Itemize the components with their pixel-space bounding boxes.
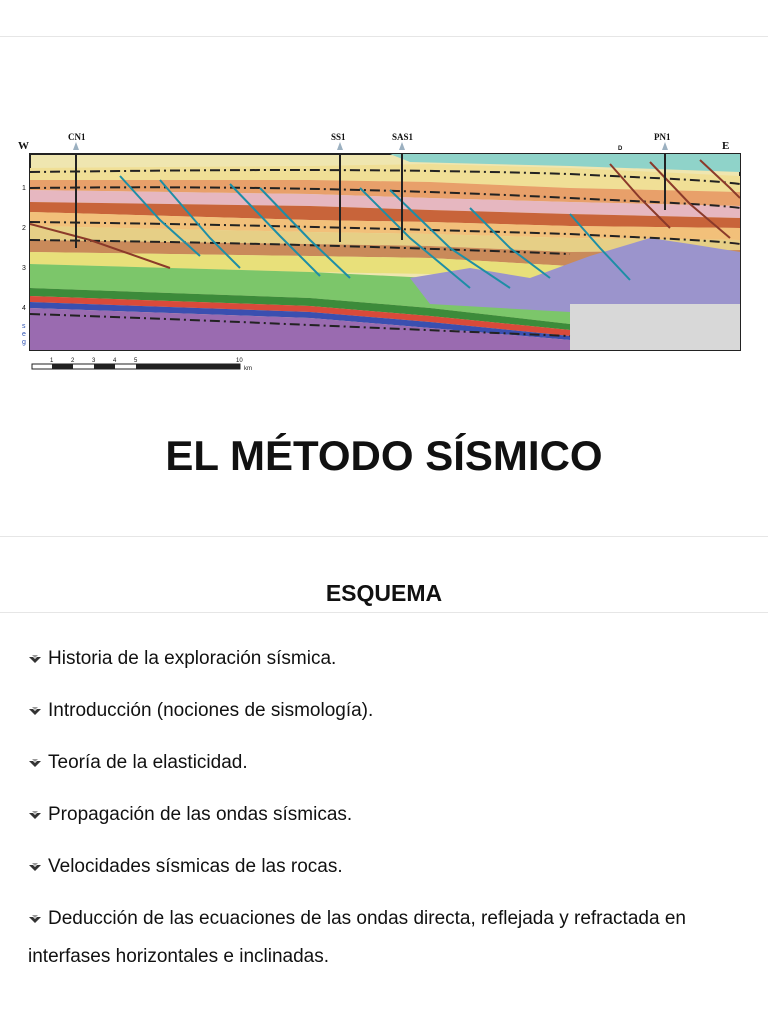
scale-tick: 3 [92, 358, 96, 364]
list-item-text: Introducción (nociones de sismología). [48, 700, 374, 721]
arrow-bullet-icon [28, 810, 48, 820]
list-item [28, 640, 740, 678]
list-item [28, 900, 740, 976]
scale-bar [32, 358, 252, 372]
scale-unit: km [244, 366, 252, 372]
list-item-text: Historia de la exploración sísmica. [48, 648, 337, 669]
list-item-text: Velocidades sísmicas de las rocas. [48, 856, 343, 877]
list-item-text: Propagación de las ondas sísmicas. [48, 804, 353, 825]
well-label-cn1: CN1 [68, 132, 86, 142]
arrow-bullet-icon [28, 758, 48, 768]
scale-tick: 1 [50, 358, 54, 364]
list-item [28, 692, 740, 730]
seismic-cross-section-figure [10, 128, 758, 374]
depth-tick: 4 [22, 305, 26, 312]
side-letter: e [22, 331, 26, 338]
arrow-bullet-icon [28, 706, 48, 716]
side-letter: g [22, 339, 26, 346]
list-item-text: Deducción de las ecuaciones de las ondas directa, reflejada y refractada en interfases horizontales e inclinadas. [28, 908, 686, 967]
east-label: E [722, 140, 730, 152]
scale-tick: 2 [71, 358, 75, 364]
horizon-label-d: D [618, 146, 623, 152]
depth-tick: 1 [22, 185, 26, 192]
heading-divider [0, 612, 768, 613]
outline-list [28, 640, 740, 990]
arrow-bullet-icon [28, 654, 48, 664]
arrow-bullet-icon [28, 914, 48, 924]
schema-heading: ESQUEMA [325, 580, 443, 606]
depth-tick: 2 [22, 225, 26, 232]
well-label-ss1: SS1 [331, 132, 346, 142]
arrow-bullet-icon [28, 862, 48, 872]
side-letter: s [22, 323, 26, 330]
list-item [28, 796, 740, 834]
list-item [28, 848, 740, 886]
list-item-text: Teoría de la elasticidad. [48, 752, 248, 773]
scale-tick: 10 [236, 358, 243, 364]
well-label-sas1: SAS1 [392, 132, 414, 142]
depth-tick: 3 [22, 265, 26, 272]
section-divider [0, 536, 768, 537]
top-divider [0, 36, 768, 37]
page-title: EL MÉTODO SÍSMICO [165, 432, 603, 479]
west-label: W [18, 140, 29, 152]
scale-tick: 5 [134, 358, 138, 364]
scale-tick: 4 [113, 358, 117, 364]
list-item [28, 744, 740, 782]
well-label-pn1: PN1 [654, 132, 671, 142]
